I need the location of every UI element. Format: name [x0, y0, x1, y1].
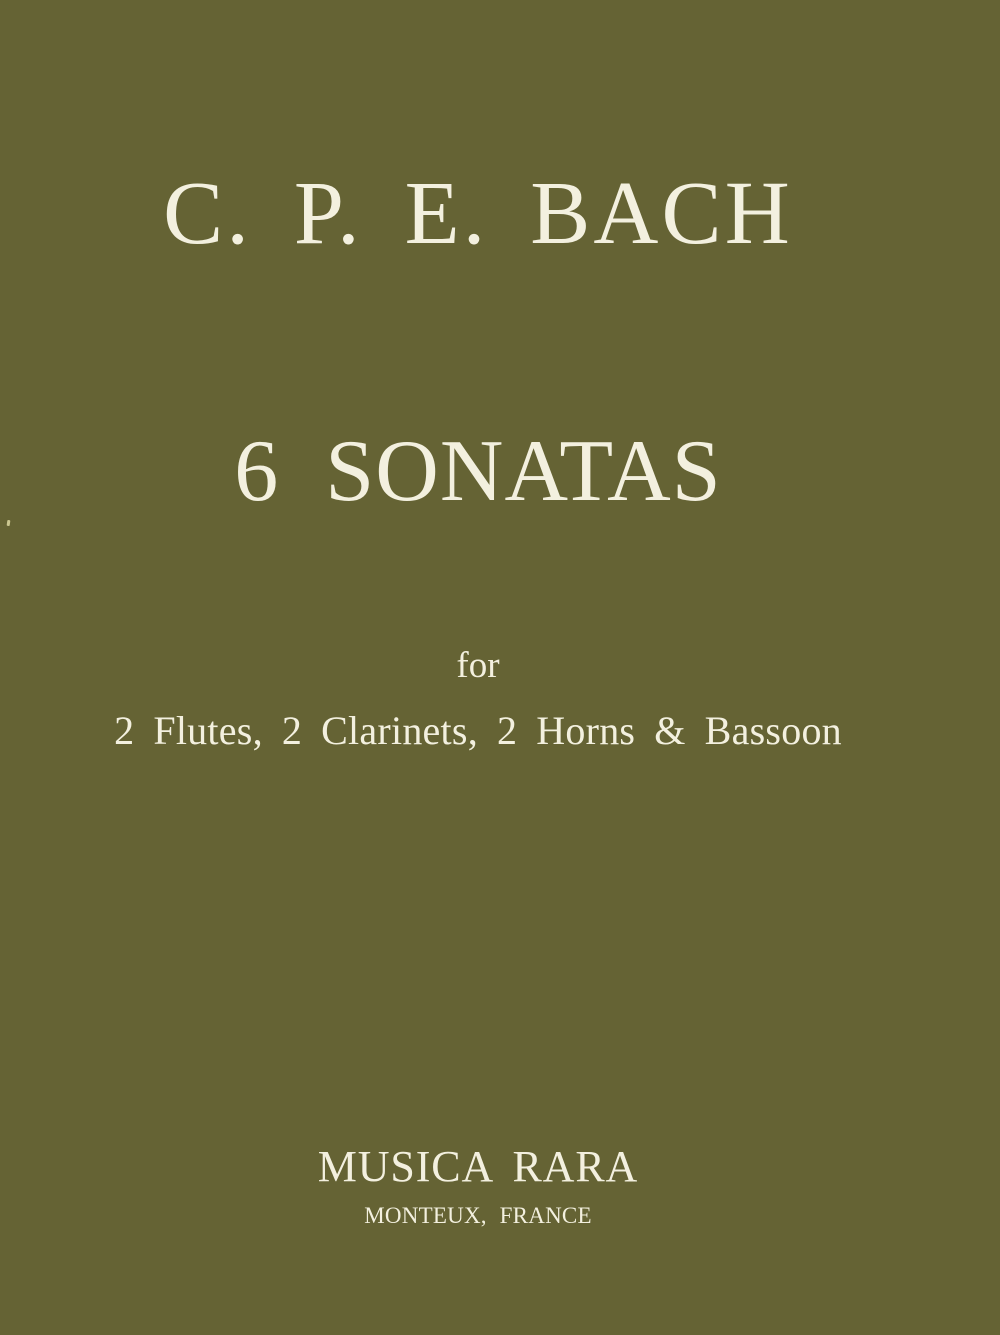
scan-artifact-speck — [7, 520, 11, 526]
for-label: for — [456, 645, 500, 686]
composer-name: C. P. E. BACH — [163, 164, 793, 263]
publisher-location: MONTEUX, FRANCE — [364, 1203, 592, 1228]
instrumentation-line: 2 Flutes, 2 Clarinets, 2 Horns & Bassoon — [114, 708, 842, 753]
publisher-name: MUSICA RARA — [317, 1142, 639, 1191]
work-title: 6 SONATAS — [234, 423, 722, 520]
